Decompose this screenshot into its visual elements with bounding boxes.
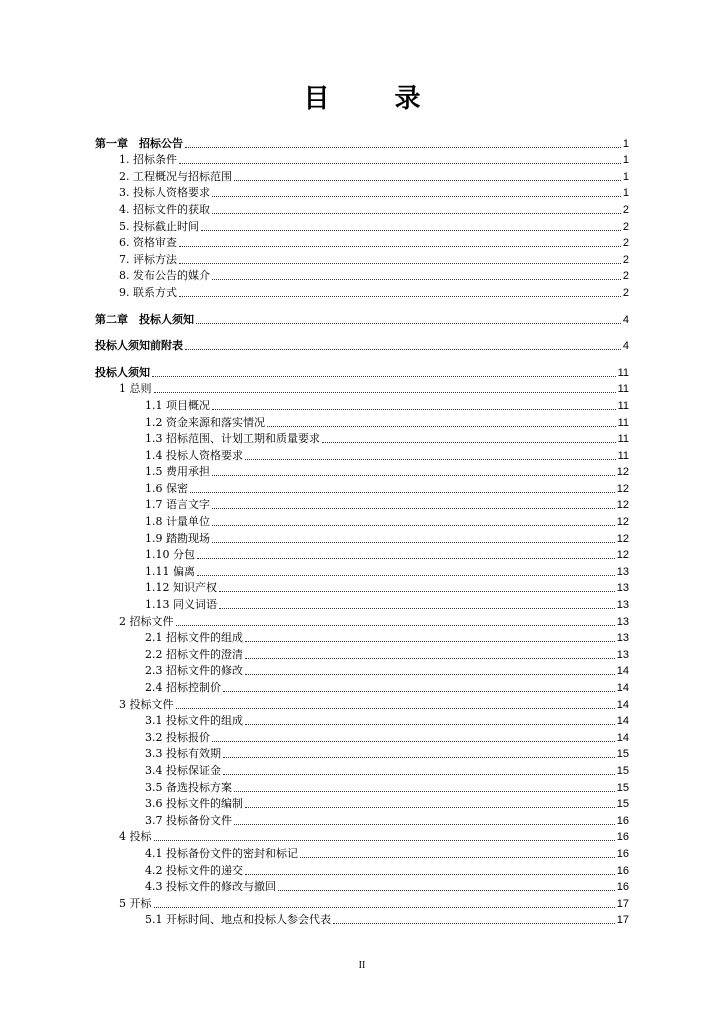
toc-entry-label: 4 投标 bbox=[119, 830, 152, 844]
toc-leader-dots bbox=[179, 282, 621, 297]
toc-entry-label: 1.13 同义词语 bbox=[145, 598, 217, 612]
toc-entry-page: 13 bbox=[616, 582, 629, 595]
toc-entry-page: 12 bbox=[616, 532, 629, 545]
toc-entry-page: 13 bbox=[616, 615, 629, 628]
toc-leader-dots bbox=[190, 478, 615, 493]
toc-entry-page: 16 bbox=[616, 864, 629, 877]
toc-entry-page: 13 bbox=[616, 632, 629, 645]
toc-entry-label: 3.5 备选投标方案 bbox=[145, 780, 232, 794]
toc-leader-dots bbox=[176, 694, 615, 709]
toc-entry-label: 6. 资格审查 bbox=[119, 236, 177, 250]
toc-entry-page: 16 bbox=[616, 847, 629, 860]
toc-entry[interactable] bbox=[95, 338, 629, 355]
toc-entry-label: 1 总则 bbox=[119, 382, 152, 396]
toc-entry-page: 13 bbox=[616, 648, 629, 661]
toc-entry-label: 8. 发布公告的媒介 bbox=[119, 269, 210, 283]
toc-entry-label: 第一章 招标公告 bbox=[95, 136, 183, 150]
toc-leader-dots bbox=[234, 777, 615, 792]
toc-entry-page: 17 bbox=[616, 914, 629, 927]
toc-entry-page: 14 bbox=[616, 698, 629, 711]
toc-entry-label: 2 招标文件 bbox=[119, 614, 174, 628]
toc-leader-dots bbox=[154, 378, 616, 393]
toc-leader-dots bbox=[179, 232, 621, 247]
toc-entry-page: 15 bbox=[616, 798, 629, 811]
toc-entry-page: 17 bbox=[616, 897, 629, 910]
toc-entry-page: 12 bbox=[616, 466, 629, 479]
toc-entry-page: 14 bbox=[616, 665, 629, 678]
toc-leader-dots bbox=[223, 743, 615, 758]
toc-leader-dots bbox=[212, 395, 616, 410]
toc-leader-dots bbox=[185, 335, 621, 350]
toc-entry-page: 11 bbox=[617, 399, 629, 412]
table-of-contents bbox=[95, 135, 629, 928]
toc-leader-dots bbox=[234, 166, 621, 181]
toc-leader-dots bbox=[179, 149, 621, 164]
toc-leader-dots bbox=[212, 265, 621, 280]
toc-entry-page: 12 bbox=[616, 549, 629, 562]
toc-entry-page: 4 bbox=[622, 340, 629, 353]
toc-entry-page: 16 bbox=[616, 814, 629, 827]
toc-leader-dots bbox=[234, 810, 615, 825]
toc-leader-dots bbox=[212, 511, 615, 526]
toc-leader-dots bbox=[212, 199, 621, 214]
toc-leader-dots bbox=[267, 412, 616, 427]
toc-entry-page: 16 bbox=[616, 831, 629, 844]
toc-entry-label: 1.12 知识产权 bbox=[145, 581, 217, 595]
toc-entry-page: 15 bbox=[616, 748, 629, 761]
toc-leader-dots bbox=[212, 182, 621, 197]
toc-entry-label: 4.3 投标文件的修改与撤回 bbox=[145, 880, 276, 894]
toc-leader-dots bbox=[212, 494, 615, 509]
toc-entry-page: 11 bbox=[617, 383, 629, 396]
toc-entry-label: 3.3 投标有效期 bbox=[145, 747, 221, 761]
toc-entry-label: 3.4 投标保证金 bbox=[145, 763, 221, 777]
toc-entry-label: 3.7 投标备份文件 bbox=[145, 813, 232, 827]
toc-entry-label: 1.8 计量单位 bbox=[145, 515, 210, 529]
toc-leader-dots bbox=[197, 544, 615, 559]
toc-entry-label: 5.1 开标时间、地点和投标人参会代表 bbox=[145, 913, 331, 927]
toc-leader-dots bbox=[176, 611, 615, 626]
toc-entry-label: 9. 联系方式 bbox=[119, 285, 177, 299]
toc-entry-page: 1 bbox=[622, 154, 629, 167]
toc-leader-dots bbox=[219, 577, 615, 592]
toc-entry-label: 3 投标文件 bbox=[119, 697, 174, 711]
toc-entry-label: 1.7 语言文字 bbox=[145, 498, 210, 512]
toc-leader-dots bbox=[245, 660, 615, 675]
toc-entry-page: 11 bbox=[617, 366, 629, 379]
toc-entry-label: 1.9 踏勘现场 bbox=[145, 531, 210, 545]
toc-entry-label: 2.4 招标控制价 bbox=[145, 681, 221, 694]
toc-entry-page: 2 bbox=[622, 253, 629, 266]
toc-entry-label: 5. 投标截止时间 bbox=[119, 219, 199, 233]
toc-entry-label: 2.1 招标文件的组成 bbox=[145, 631, 243, 645]
page-title: 目 录 bbox=[303, 84, 449, 114]
toc-entry-label: 4.2 投标文件的递交 bbox=[145, 863, 243, 877]
toc-leader-dots bbox=[212, 727, 615, 742]
toc-leader-dots bbox=[212, 461, 615, 476]
toc-entry-page: 14 bbox=[616, 682, 629, 694]
toc-leader-dots bbox=[179, 249, 621, 264]
toc-entry-label: 4.1 投标备份文件的密封和标记 bbox=[145, 846, 298, 860]
toc-entry-page: 2 bbox=[622, 203, 629, 216]
toc-leader-dots bbox=[245, 644, 615, 659]
toc-leader-dots bbox=[245, 627, 615, 642]
toc-entry-label: 2. 工程概况与招标范围 bbox=[119, 169, 232, 183]
toc-entry-label: 1.3 招标范围、计划工期和质量要求 bbox=[145, 432, 320, 446]
toc-entry-page: 12 bbox=[616, 516, 629, 529]
toc-entry-page: 11 bbox=[617, 433, 629, 446]
toc-entry-page: 15 bbox=[616, 781, 629, 794]
toc-entry-page: 12 bbox=[616, 482, 629, 495]
toc-entry-page: 1 bbox=[622, 137, 629, 150]
toc-entry-label: 投标人须知 bbox=[95, 365, 150, 379]
toc-entry-page: 1 bbox=[622, 170, 629, 183]
toc-leader-dots bbox=[245, 445, 616, 460]
toc-entry[interactable] bbox=[95, 311, 629, 328]
toc-leader-dots bbox=[245, 793, 615, 808]
toc-entry-label: 3. 投标人资格要求 bbox=[119, 186, 210, 200]
toc-entry-page: 15 bbox=[616, 764, 629, 777]
toc-entry-label: 第二章 投标人须知 bbox=[95, 312, 194, 326]
toc-leader-dots bbox=[245, 710, 615, 725]
toc-leader-dots bbox=[333, 909, 615, 924]
toc-leader-dots bbox=[245, 860, 615, 875]
toc-entry-label: 5 开标 bbox=[119, 896, 152, 910]
toc-leader-dots bbox=[322, 428, 616, 443]
toc-leader-dots bbox=[223, 760, 615, 775]
toc-entry-page: 4 bbox=[622, 313, 629, 326]
toc-leader-dots bbox=[154, 893, 615, 908]
toc-leader-dots bbox=[201, 216, 621, 231]
page-number-footer: II bbox=[358, 960, 366, 971]
toc-entry-page: 2 bbox=[622, 286, 629, 299]
toc-entry-page: 2 bbox=[622, 270, 629, 283]
toc-entry[interactable] bbox=[95, 284, 629, 301]
toc-entry-label: 2.2 招标文件的澄清 bbox=[145, 647, 243, 661]
toc-leader-dots bbox=[197, 561, 615, 576]
toc-entry-label: 投标人须知前附表 bbox=[95, 339, 183, 353]
toc-entry-label: 1.1 项目概况 bbox=[145, 398, 210, 412]
toc-entry-label: 1.6 保密 bbox=[145, 481, 188, 495]
toc-entry-label: 4. 招标文件的获取 bbox=[119, 202, 210, 216]
toc-entry-page: 11 bbox=[617, 449, 629, 462]
toc-leader-dots bbox=[152, 362, 616, 377]
toc-entry-label: 3.6 投标文件的编制 bbox=[145, 797, 243, 811]
toc-entry-page: 2 bbox=[622, 220, 629, 233]
toc-leader-dots bbox=[196, 309, 621, 324]
toc-entry[interactable] bbox=[95, 912, 629, 929]
toc-leader-dots bbox=[219, 594, 615, 609]
toc-leader-dots bbox=[223, 677, 615, 692]
toc-leader-dots bbox=[300, 843, 615, 858]
toc-entry-page: 14 bbox=[616, 715, 629, 728]
toc-entry-label: 1.11 偏离 bbox=[145, 564, 195, 578]
toc-entry-page: 13 bbox=[616, 599, 629, 612]
toc-entry-page: 14 bbox=[616, 731, 629, 744]
toc-entry-label: 3.2 投标报价 bbox=[145, 730, 210, 744]
toc-entry-page: 12 bbox=[616, 499, 629, 512]
toc-leader-dots bbox=[185, 133, 621, 148]
toc-entry-label: 1.2 资金来源和落实情况 bbox=[145, 415, 265, 429]
toc-entry-page: 13 bbox=[616, 565, 629, 578]
toc-entry-page: 11 bbox=[617, 416, 629, 429]
toc-entry-page: 1 bbox=[622, 187, 629, 200]
toc-entry-label: 3.1 投标文件的组成 bbox=[145, 714, 243, 728]
toc-entry-label: 1.10 分包 bbox=[145, 548, 195, 562]
toc-entry-page: 16 bbox=[616, 881, 629, 894]
toc-leader-dots bbox=[278, 876, 615, 891]
toc-entry-label: 7. 评标方法 bbox=[119, 252, 177, 266]
toc-entry-page: 2 bbox=[622, 237, 629, 250]
toc-entry-label: 1.5 费用承担 bbox=[145, 465, 210, 479]
toc-entry-label: 1. 招标条件 bbox=[119, 153, 177, 167]
toc-leader-dots bbox=[212, 528, 615, 543]
toc-entry-label: 2.3 招标文件的修改 bbox=[145, 664, 243, 678]
toc-entry-label: 1.4 投标人资格要求 bbox=[145, 448, 243, 462]
toc-leader-dots bbox=[154, 826, 615, 841]
